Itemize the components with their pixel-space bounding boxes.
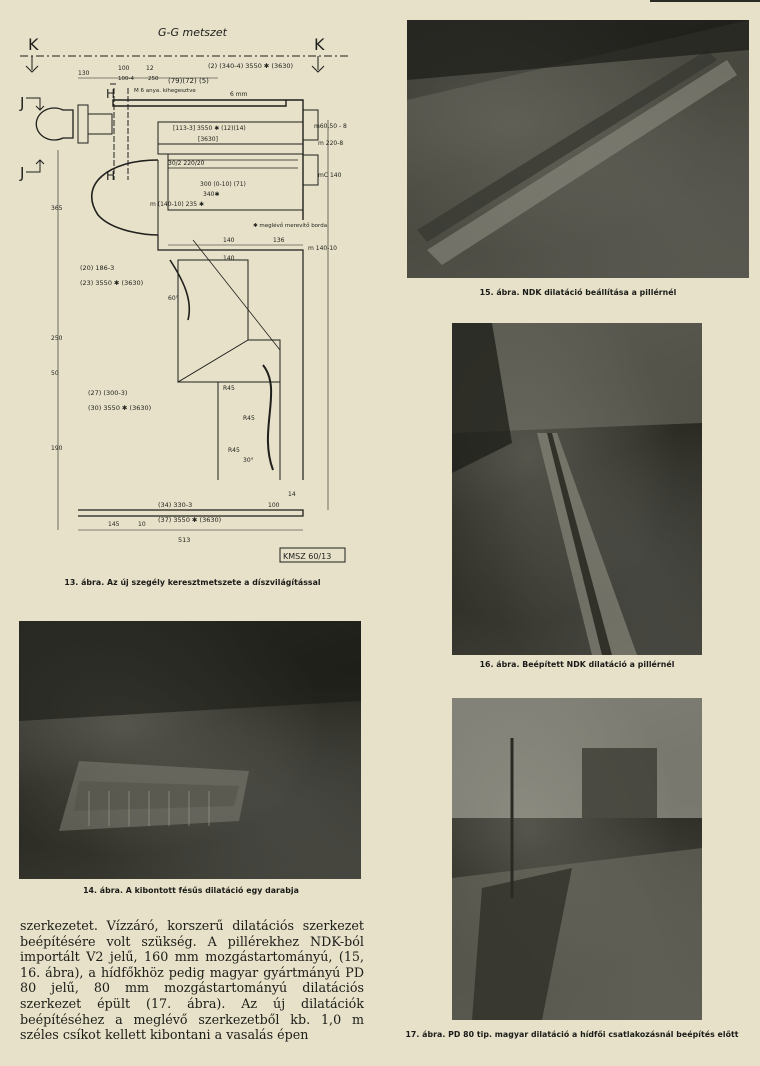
dim-left-2: 250 xyxy=(51,335,63,342)
dim-mid-r45-b: R45 xyxy=(243,415,255,422)
label-gap: 6 mm xyxy=(230,91,248,98)
dim-bottom-total: 513 xyxy=(178,536,191,544)
dim-left-1: 365 xyxy=(51,205,63,212)
label-bolt: M 6 anya. kihegesztve xyxy=(134,88,196,94)
label-item-34: (34) 330-3 xyxy=(158,501,193,509)
dim-top-4: 100-4 xyxy=(118,76,134,82)
label-item-m140: m (140-10) 235 ✱ xyxy=(150,201,204,208)
dim-top-1: 130 xyxy=(78,70,90,77)
section-mark-j-top: J xyxy=(20,94,25,112)
fig17-photo xyxy=(452,698,702,1020)
fig13-caption: 13. ábra. Az új szegély keresztmetszete a díszvilágítással xyxy=(64,578,321,587)
label-item-71: 300 (0-10) (71) xyxy=(200,181,246,188)
fig16-caption: 16. ábra. Beépített NDK dilatáció a pillérnél xyxy=(479,660,675,669)
label-item-20: (20) 186-3 xyxy=(80,264,115,272)
fig14-photo xyxy=(19,621,361,879)
label-m140-10: m 140-10 xyxy=(308,245,338,252)
dim-mid-30deg: 30° xyxy=(243,457,254,464)
label-item-30: (30) 3550 ✱ (3630) xyxy=(88,404,152,412)
label-item-37: (37) 3550 ✱ (3630) xyxy=(158,516,222,524)
section-mark-h-bottom: H xyxy=(106,169,116,183)
section-mark-k-left: K xyxy=(28,35,39,54)
dim-left-3: 50 xyxy=(51,370,59,377)
dim-top-5: 250 xyxy=(148,76,159,82)
label-item-23: (23) 3550 ✱ (3630) xyxy=(80,279,144,287)
label-note-borda: ✱ meglévő merevítő borda xyxy=(253,223,328,229)
body-text: szerkezetet. Vízzáró, korszerű dilatációs szerkezet beépítésére volt szükség. A pillérekhez NDK-ból importált V2 jelű, 160 mm mozgástartományú, (15, 16. ábra), a hídfőkhöz pedig magyar gyártmányú PD 80 jelű, 80 mm mozgástartományú dilatációs szerkezet épült (17. ábra). Az új dilatációk beépítéséhez a meglévő szerkezetből kb. 1,0 m széles csíkot kellett kibontani a vasalás épen xyxy=(20,918,364,1043)
label-dim-340: 340✱ xyxy=(203,191,220,198)
dim-mid-r45-a: R45 xyxy=(223,385,235,392)
dim-bottom-3: 100 xyxy=(268,502,280,509)
dim-mid-60deg: 60° xyxy=(168,295,179,302)
drawing-stamp: KMSZ 60/13 xyxy=(283,552,332,561)
dim-top-2: 100 xyxy=(118,65,130,72)
dim-right-1: 140 xyxy=(223,237,235,244)
fig14-caption: 14. ábra. A kibontott fésűs dilatáció egy darabja xyxy=(83,886,299,895)
dim-top-3: 12 xyxy=(146,65,154,72)
dim-bottom-2: 10 xyxy=(138,521,146,528)
header-rule xyxy=(650,0,760,2)
label-item-30x2: 30/2 220/20 xyxy=(168,160,205,167)
label-m60: m60,50 - 8 xyxy=(314,123,347,130)
drawing-title: G-G metszet xyxy=(158,26,227,39)
label-mc140: mC 140 xyxy=(318,172,342,179)
dim-mid-r45-c: R45 xyxy=(228,447,240,454)
dim-mid-140: 140 xyxy=(223,255,235,262)
label-bracket-3630: [3630] xyxy=(198,136,218,143)
section-mark-k-right: K xyxy=(314,35,325,54)
dim-right-2: 136 xyxy=(273,237,285,244)
cross-section-drawing xyxy=(18,10,373,565)
label-item-27: (27) (300-3) xyxy=(88,389,128,397)
label-item-2: (2) (340-4) 3550 ✱ (3630) xyxy=(208,62,294,70)
label-item-12-14: [113-3] 3550 ✱ (12)(14) xyxy=(173,125,246,132)
section-mark-h-top: H xyxy=(106,87,116,101)
fig15-caption: 15. ábra. NDK dilatáció beállítása a pillérnél xyxy=(479,288,677,297)
label-m220: m 220-8 xyxy=(318,140,344,147)
dim-bottom-4: 14 xyxy=(288,491,296,498)
body-paragraph xyxy=(20,918,364,1043)
label-items-79-72-5: (79)(72) (5) xyxy=(168,77,209,85)
dim-bottom-1: 145 xyxy=(108,521,120,528)
dim-left-4: 190 xyxy=(51,445,63,452)
section-mark-j-bottom: J xyxy=(20,164,25,182)
fig16-photo xyxy=(452,323,702,655)
fig17-caption: 17. ábra. PD 80 tip. magyar dilatáció a hídfői csatlakozásnál beépítés előtt xyxy=(405,1030,739,1039)
fig15-photo xyxy=(407,20,749,278)
